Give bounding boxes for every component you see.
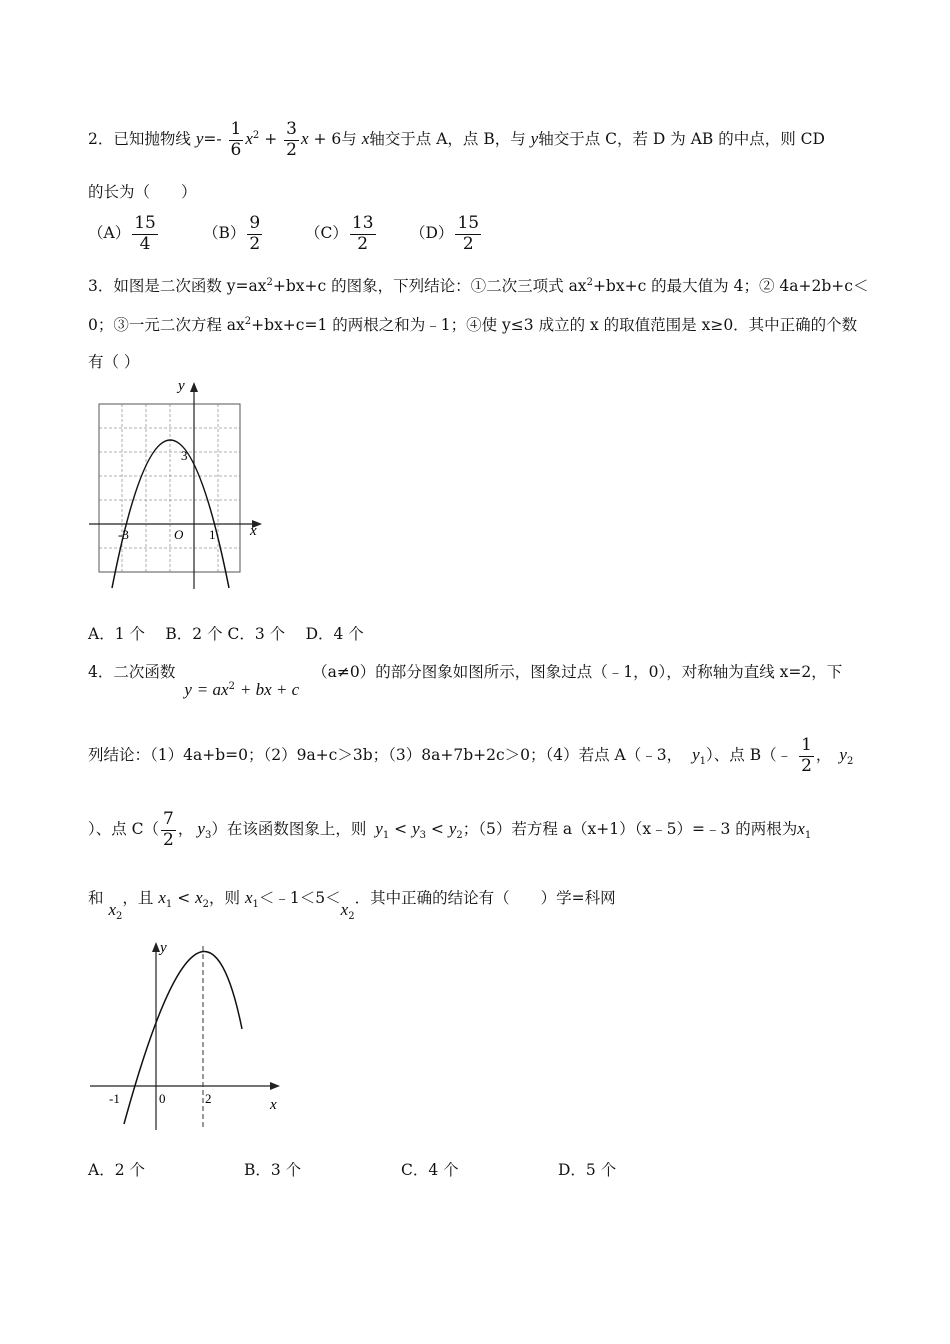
q4-line1 xyxy=(88,660,843,699)
q3-text: 0；③一元二次方程 ax xyxy=(88,316,245,334)
parabola-curve xyxy=(112,440,229,588)
subscript: 1 xyxy=(252,899,259,911)
var-x1: x xyxy=(245,888,253,907)
var-x2: x xyxy=(340,900,349,919)
q2-line1 xyxy=(88,120,825,160)
tick-label-2: 2 xyxy=(205,1091,212,1106)
q2-line2: 的长为（ ） xyxy=(88,183,197,201)
var-x1: x xyxy=(797,819,805,839)
q4-option-a: A．2 个 xyxy=(88,1161,145,1179)
tick-label-neg1: -1 xyxy=(109,1091,120,1106)
var-y3: y xyxy=(412,819,420,839)
var-y1: y xyxy=(692,745,700,765)
q2-option-a xyxy=(88,214,160,254)
var-x: x xyxy=(361,129,370,149)
var-y2: y xyxy=(839,745,847,765)
var-x2: x xyxy=(108,900,116,919)
q3-text: +bx+c 的图象，下列结论：①二次三项式 ax xyxy=(272,277,587,295)
q2-option-b xyxy=(203,214,264,254)
constant-term: + 6 xyxy=(313,130,342,149)
q3-line3: 有（ ） xyxy=(88,353,140,371)
subscript: 1 xyxy=(382,830,390,842)
eq-sign: =- xyxy=(203,130,222,149)
var-x1: x xyxy=(158,888,166,907)
x2-lowered xyxy=(108,900,123,923)
subscript: 1 xyxy=(699,756,707,768)
q4-text: ，且 xyxy=(122,889,154,907)
fraction-1-2: $\frac{1}{2}$ xyxy=(801,735,812,776)
subscript: 1 xyxy=(804,830,812,842)
option-label: （C） xyxy=(305,224,348,243)
y-arrow-icon xyxy=(190,382,198,392)
q2-option-c xyxy=(305,214,378,254)
y-axis-label: y xyxy=(178,378,185,394)
exponent: 2 xyxy=(586,276,593,288)
q2-text: 与 xyxy=(341,130,357,149)
q4-text: ＜﹣1＜5＜ xyxy=(258,889,341,907)
q4-parabola-graph xyxy=(84,936,294,1136)
option-label: （B） xyxy=(203,224,246,243)
var-y2: y xyxy=(448,819,457,839)
option-fraction: $\frac{15}{4}$ xyxy=(134,213,156,254)
fraction-7-2: $\frac{7}{2}$ xyxy=(163,809,174,850)
q4-line3 xyxy=(88,810,811,850)
q4-text: ．其中正确的结论有（ ）学=科网 xyxy=(354,889,616,907)
less-than: < xyxy=(430,820,444,839)
less-than: < xyxy=(394,820,408,839)
subscript: 3 xyxy=(419,830,426,842)
subscript: 2 xyxy=(202,899,210,911)
tick-label-1: 1 xyxy=(209,527,216,542)
var-y: y xyxy=(530,129,539,149)
x-axis-label: x xyxy=(250,523,257,539)
y-axis-label: y xyxy=(160,940,167,956)
exponent: 2 xyxy=(228,680,235,692)
subscript: 3 xyxy=(204,830,212,842)
option-fraction: $\frac{15}{2}$ xyxy=(457,213,480,254)
var-y: y xyxy=(195,129,204,149)
var-y3: y xyxy=(197,819,205,839)
q3-parabola-graph xyxy=(84,376,274,591)
q4-formula xyxy=(184,681,304,699)
q4-text: ）、点 C（ xyxy=(88,820,160,839)
q4-option-c: C．4 个 xyxy=(401,1161,459,1179)
q3-line2 xyxy=(88,313,857,335)
var-x2: x xyxy=(195,888,203,907)
q4-line4 xyxy=(88,886,616,923)
tick-label-neg3: -3 xyxy=(118,527,129,542)
option-label: （D） xyxy=(410,224,454,243)
origin-label: O xyxy=(174,527,184,542)
option-label: （A） xyxy=(88,224,131,243)
fraction-1-6: $\frac{1}{6}$ xyxy=(230,119,242,160)
q4-text: 4．二次函数 xyxy=(88,663,176,681)
x-axis-label: x xyxy=(270,1097,277,1113)
q4-text: ，则 xyxy=(209,889,241,907)
formula-part: = ax xyxy=(196,680,229,699)
exponent: 2 xyxy=(244,315,252,327)
q4-text: ）在该函数图象上，则 xyxy=(211,820,367,839)
subscript: 2 xyxy=(116,911,123,923)
plus-sign: + xyxy=(264,130,278,149)
q4-option-d: D．5 个 xyxy=(558,1161,617,1179)
q4-text: 和 xyxy=(88,889,104,907)
subscript: 2 xyxy=(846,756,854,768)
q2-option-d xyxy=(410,214,483,254)
q2-number: 2． xyxy=(88,130,114,149)
option-fraction: $\frac{13}{2}$ xyxy=(351,213,374,254)
q3-options: A．1 个 B．2 个 C．3 个 D．4 个 xyxy=(88,625,364,643)
option-fraction: $\frac{9}{2}$ xyxy=(249,213,261,254)
q2-text: 轴交于点 C，若 D 为 AB 的中点，则 CD xyxy=(538,130,825,149)
fraction-3-2: $\frac{3}{2}$ xyxy=(286,119,297,160)
q2-text: 已知抛物线 xyxy=(113,130,191,149)
q4-text: ）、点 B（﹣ xyxy=(706,746,793,765)
less-than: < xyxy=(177,889,191,907)
subscript: 1 xyxy=(165,899,173,911)
var-y: y xyxy=(184,680,192,699)
y-arrow-icon xyxy=(152,942,160,952)
q4-option-b: B．3 个 xyxy=(244,1161,302,1179)
q3-line1 xyxy=(88,274,868,296)
x2-lowered xyxy=(340,900,355,923)
origin-label: 0 xyxy=(159,1091,166,1106)
comma: ， xyxy=(815,746,832,765)
var-x: x xyxy=(301,129,309,149)
x-arrow-icon xyxy=(270,1082,280,1090)
q4-line2 xyxy=(88,736,853,776)
exponent: 2 xyxy=(266,276,273,288)
q3-text: 3．如图是二次函数 y=ax xyxy=(88,277,267,295)
q4-text: 列结论：（1）4a+b=0；（2）9a+c＞3b；（3）8a+7b+2c＞0；（4）若点 A（﹣3， xyxy=(88,746,683,765)
parabola-curve xyxy=(124,952,242,1124)
subscript: 2 xyxy=(348,911,355,923)
var-y1: y xyxy=(375,819,383,839)
q3-text: +bx+c 的最大值为 4；② 4a+2b+c＜ xyxy=(592,277,869,295)
comma: ， xyxy=(177,820,194,839)
exponent: 2 xyxy=(252,129,260,141)
formula-part: + bx + c xyxy=(239,680,300,699)
tick-label-3: 3 xyxy=(181,448,188,463)
q2-text: 轴交于点 A，点 B，与 xyxy=(369,130,526,149)
q3-text: +bx+c=1 的两根之和为﹣1；④使 y≤3 成立的 x 的取值范围是 x≥0．其中正确的个数 xyxy=(251,316,858,334)
q4-text: （a≠0）的部分图象如图所示，图象过点（﹣1，0），对称轴为直线 x=2，下 xyxy=(312,663,843,681)
var-x: x xyxy=(245,129,253,149)
q4-text: ；（5）若方程 a（x+1）（x﹣5）=﹣3 的两根为 xyxy=(462,820,798,839)
subscript: 2 xyxy=(456,830,463,842)
